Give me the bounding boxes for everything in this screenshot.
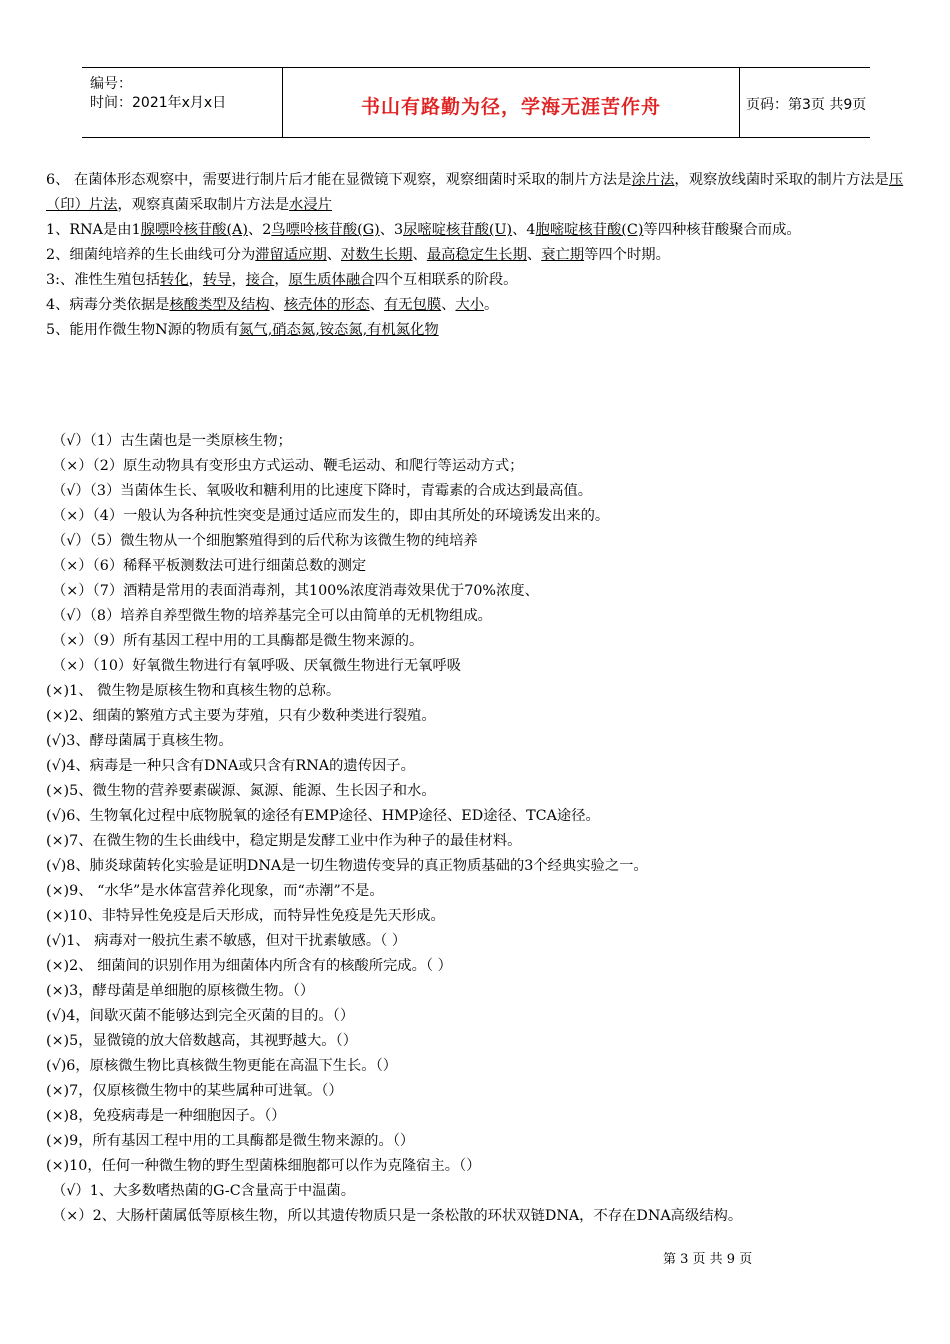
answer-text: 大小: [455, 297, 485, 313]
true-false-item: (×)7、在微生物的生长曲线中，稳定期是发酵工业中作为种子的最佳材料。: [46, 833, 522, 849]
page-header: [82, 67, 870, 138]
answer-text: 转化: [160, 272, 189, 288]
true-false-item: (√)6、生物氧化过程中底物脱氧的途径有EMP途径、HMP途径、ED途径、TCA途径。: [46, 808, 600, 824]
answer-text: 核壳体的形态: [283, 297, 370, 313]
answer-text: 有无包膜: [383, 297, 442, 313]
question-text: 、: [526, 247, 542, 263]
true-false-section-b: [46, 679, 912, 929]
true-false-item: （×）（6）稀释平板测数法可进行细菌总数的测定: [52, 558, 367, 574]
question-text: 、: [269, 297, 284, 313]
true-false-item: (×)9、 “水华”是水体富营养化现象，而“赤潮”不是。: [46, 883, 384, 899]
page-footer: 第 3 页 共 9 页: [663, 1252, 753, 1267]
question-text: 5、能用作微生物N源的物质有: [46, 322, 240, 338]
answer-text: 对数生长期: [341, 247, 413, 263]
true-false-item: (×)2、 细菌间的识别作用为细菌体内所含有的核酸所完成。（ ）: [46, 958, 452, 974]
fill-blank-question: [46, 268, 912, 293]
question-text: 、: [412, 247, 427, 263]
true-false-item: （√）（3）当菌体生长、氧吸收和糖利用的比速度下降时，青霉素的合成达到最高值。: [52, 483, 593, 499]
true-false-item: (×)10，任何一种微生物的野生型菌株细胞都可以作为克隆宿主。（）: [46, 1158, 481, 1174]
true-false-item: （×）（7）酒精是常用的表面消毒剂，其100%浓度消毒效果优于70%浓度、: [52, 583, 539, 599]
true-false-section-d: [46, 1179, 912, 1229]
header-page-cell: [739, 68, 870, 137]
document-time-label: 时间：2021年x月x日: [90, 95, 227, 111]
true-false-section-c: [46, 929, 912, 1179]
answer-text: 接合: [245, 272, 275, 288]
true-false-item: （×）（2）原生动物具有变形虫方式运动、鞭毛运动、和爬行等运动方式；: [52, 458, 524, 474]
true-false-item: (×)8，免疫病毒是一种细胞因子。（）: [46, 1108, 286, 1124]
true-false-item: (×)9，所有基因工程中用的工具酶都是微生物来源的。（）: [46, 1133, 415, 1149]
answer-text: 尿嘧啶核苷酸(U): [403, 222, 513, 238]
answer-text: 核酸类型及结构: [169, 297, 270, 313]
section-gap: [46, 343, 912, 429]
true-false-item: （×）（10）好氧微生物进行有氧呼吸、厌氧微生物进行无氧呼吸: [52, 658, 462, 674]
question-text: ，: [274, 272, 289, 288]
answer-text: 水浸片: [289, 197, 332, 213]
fill-blank-question: [46, 168, 912, 218]
true-false-item: （√）（8）培养自养型微生物的培养基完全可以由简单的无机物组成。: [52, 608, 492, 624]
question-text: ，观察真菌采取制片方法是: [117, 197, 290, 213]
answer-text: 衰亡期: [541, 247, 585, 263]
question-text: 6、 在菌体形态观察中，需要进行制片后才能在显微镜下观察，观察细菌时采取的制片方法是: [46, 172, 632, 188]
true-false-item: （√）（5）微生物从一个细胞繁殖得到的后代称为该微生物的纯培养: [52, 533, 478, 549]
question-text: 、3: [379, 222, 404, 238]
question-text: 、: [326, 247, 342, 263]
answer-text: 转导: [202, 272, 232, 288]
question-text: ，: [231, 272, 246, 288]
page-number-label: 页码：第3页 共9页: [746, 97, 867, 113]
answer-text: 涂片法: [631, 172, 675, 188]
question-text: 等四个时期。: [584, 247, 670, 263]
question-text: 四个互相联系的阶段。: [374, 272, 518, 288]
fill-blank-question: [46, 218, 912, 243]
answer-text: 鸟嘌呤核苷酸(G): [271, 222, 380, 238]
question-text: ，观察放线菌时采取的制片方法是: [674, 172, 889, 188]
true-false-item: (×)7，仅原核微生物中的某些属种可进氧。（）: [46, 1083, 343, 1099]
answer-text: 腺嘌呤核苷酸(A): [140, 222, 248, 238]
question-text: 、4: [512, 222, 536, 238]
fill-blank-question: [46, 243, 912, 268]
header-info-cell: [82, 68, 282, 137]
true-false-item: (√)1、 病毒对一般抗生素不敏感，但对干扰素敏感。（ ）: [46, 933, 407, 949]
answer-text: 压（印）片法: [46, 172, 904, 213]
fill-in-blank-section: [46, 168, 912, 343]
true-false-item: （×）（9）所有基因工程中用的工具酶都是微生物来源的。: [52, 633, 424, 649]
document-body: [46, 168, 912, 1229]
answer-text: 最高稳定生长期: [426, 247, 527, 263]
question-text: ，: [188, 272, 203, 288]
question-text: 。: [484, 297, 499, 313]
fill-blank-question: [46, 318, 912, 343]
motto-text: 书山有路勤为径，学海无涯苦作舟: [360, 96, 661, 118]
answer-text: 原生质体融合: [288, 272, 375, 288]
true-false-item: (×)2、细菌的繁殖方式主要为芽殖，只有少数种类进行裂殖。: [46, 708, 436, 724]
question-text: 、: [369, 297, 384, 313]
true-false-item: （×）2、大肠杆菌属低等原核生物，所以其遗传物质只是一条松散的环状双链DNA，不存在DNA高级结构。: [52, 1208, 743, 1224]
document-number-label: 编号：: [90, 76, 132, 92]
true-false-item: (×)3，酵母菌是单细胞的原核微生物。（）: [46, 983, 315, 999]
true-false-item: (√)3、酵母菌属于真核生物。: [46, 733, 233, 749]
question-text: 3:、准性生殖包括: [46, 272, 160, 288]
question-text: 、2: [247, 222, 272, 238]
true-false-item: （√）1、大多数嗜热菌的G-C含量高于中温菌。: [52, 1183, 356, 1199]
true-false-item: (×)5、微生物的营养要素碳源、氮源、能源、生长因子和水。: [46, 783, 436, 799]
answer-text: 滞留适应期: [255, 247, 327, 263]
true-false-item: (√)4，间歇灭菌不能够达到完全灭菌的目的。（）: [46, 1008, 355, 1024]
answer-text: 胞嘧啶核苷酸(C): [535, 222, 644, 238]
question-text: 、: [441, 297, 456, 313]
true-false-item: (×)1、 微生物是原核生物和真核生物的总称。: [46, 683, 341, 699]
true-false-item: (×)10、非特异性免疫是后天形成，而特异性免疫是先天形成。: [46, 908, 445, 924]
question-text: 2、细菌纯培养的生长曲线可分为: [46, 247, 256, 263]
true-false-item: (×)5，显微镜的放大倍数越高，其视野越大。（）: [46, 1033, 358, 1049]
answer-text: 氮气,硝态氮,铵态氮,有机氮化物: [239, 322, 439, 338]
true-false-item: (√)4、病毒是一种只含有DNA或只含有RNA的遗传因子。: [46, 758, 415, 774]
question-text: 1、RNA是由1: [46, 222, 141, 238]
true-false-item: (√)6，原核微生物比真核微生物更能在高温下生长。（）: [46, 1058, 398, 1074]
true-false-item: (√)8、肺炎球菌转化实验是证明DNA是一切生物遗传变异的真正物质基础的3个经典实验之一。: [46, 858, 648, 874]
fill-blank-question: [46, 293, 912, 318]
true-false-item: （√）（1）古生菌也是一类原核生物；: [52, 433, 292, 449]
true-false-section-a: [46, 429, 912, 679]
question-text: 等四种核苷酸聚合而成。: [643, 222, 801, 238]
header-motto-cell: [282, 68, 740, 137]
true-false-item: （×）（4）一般认为各种抗性突变是通过适应而发生的，即由其所处的环境诱发出来的。: [52, 508, 610, 524]
question-text: 4、病毒分类依据是: [46, 297, 170, 313]
